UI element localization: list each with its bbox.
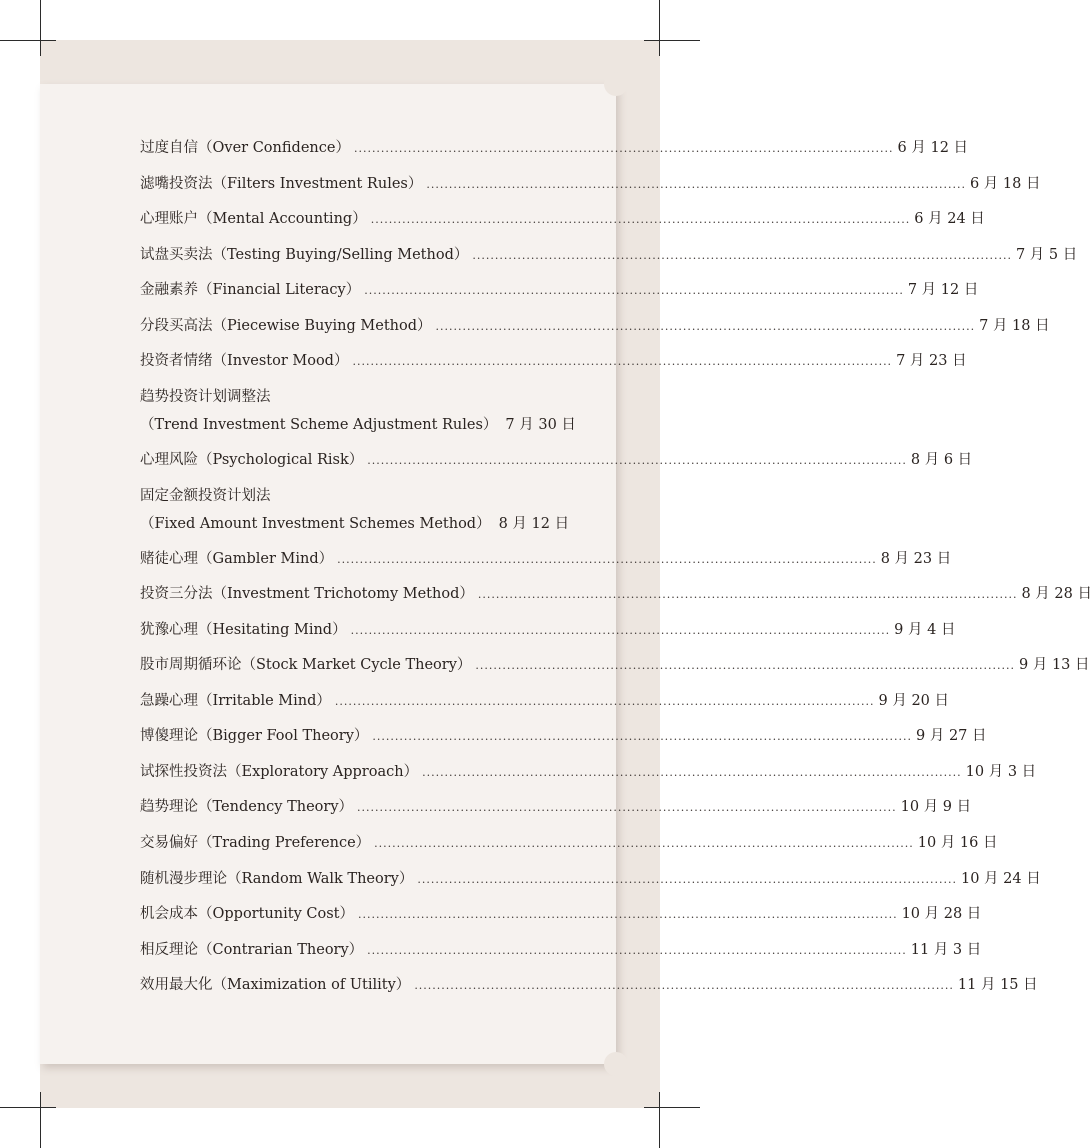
toc-entry-title: 投资三分法（Investment Trichotomy Method） [140, 586, 474, 602]
toc-entry [140, 584, 1092, 605]
toc-entry-line [140, 549, 952, 570]
toc-entry-date: 9 月 27 日 [916, 728, 987, 744]
toc-entry-date: 6 月 18 日 [969, 176, 1041, 192]
dot-leader: ........................................................................................................................ [422, 766, 962, 779]
dot-leader: ........................................................................................................................ [417, 873, 957, 886]
toc-entry-title: 滤嘴投资法（Filters Investment Rules） [140, 176, 423, 192]
dot-leader: ........................................................................................................................ [374, 837, 914, 850]
toc-entry-line [140, 245, 1078, 266]
toc-entry-date: 8 月 6 日 [910, 452, 973, 468]
toc-entry [140, 904, 982, 925]
crop-mark [659, 1092, 660, 1148]
toc-entry-line [140, 514, 570, 535]
dot-leader: ........................................................................................................................ [357, 908, 898, 921]
toc-entry-date: 11 月 15 日 [957, 977, 1038, 993]
dot-leader: ........................................................................................................................ [435, 320, 976, 333]
toc-entry [140, 655, 1090, 676]
toc-entry [140, 762, 1037, 783]
crop-mark [0, 40, 56, 41]
toc-entry-line [140, 869, 1041, 890]
toc-entry [140, 549, 952, 570]
toc-entry-title: 过度自信（Over Confidence） [140, 140, 350, 156]
toc-entry-date: 11 月 3 日 [910, 942, 982, 958]
toc-entry-date: 9 月 4 日 [894, 622, 956, 638]
toc-entry [140, 620, 956, 641]
toc-entry [140, 869, 1041, 890]
toc-entry [140, 975, 1038, 996]
toc-entry [140, 245, 1078, 266]
toc-entry-title: 试探性投资法（Exploratory Approach） [140, 764, 419, 780]
toc-entry-title: （Trend Investment Scheme Adjustment Rules） [140, 417, 498, 433]
toc-entry [140, 316, 1050, 337]
toc-entry-date: 10 月 3 日 [965, 764, 1037, 780]
toc-entry-heading: 趋势投资计划调整法 [140, 389, 271, 405]
toc-entry-title: 急躁心理（Irritable Mind） [140, 693, 331, 709]
toc-entry-title: 博傻理论（Bigger Fool Theory） [140, 728, 369, 744]
dot-leader: ........................................................................................................................ [367, 944, 907, 957]
dot-leader: ........................................................................................................................ [370, 213, 911, 226]
dot-leader: ........................................................................................................................ [472, 249, 1012, 262]
dot-leader: ........................................................................................................................ [477, 588, 1018, 601]
toc-entry-line [140, 620, 956, 641]
crop-mark [40, 1092, 41, 1148]
toc-entry-title: （Fixed Amount Investment Schemes Method） [140, 516, 491, 532]
card-notch [604, 72, 628, 96]
dot-leader: ........................................................................................................................ [357, 801, 897, 814]
dot-leader: ........................................................................................................................ [337, 553, 877, 566]
toc-entry-date: 6 月 24 日 [914, 211, 985, 227]
toc-entry [140, 351, 967, 372]
toc-entry-title: 金融素养（Financial Literacy） [140, 282, 361, 298]
card-notch [604, 1052, 628, 1076]
toc-entry-line [140, 975, 1038, 996]
dot-leader: ........................................................................................................................ [352, 355, 893, 368]
toc-entry-title: 交易偏好（Trading Preference） [140, 835, 371, 851]
toc-entry-line [140, 174, 1041, 195]
toc-entry-title: 趋势理论（Tendency Theory） [140, 799, 354, 815]
toc-entry-line [140, 691, 950, 712]
toc-entry-line [140, 316, 1050, 337]
toc-entry [140, 691, 950, 712]
toc-entry-line [140, 726, 987, 747]
toc-entry-line [140, 351, 967, 372]
toc-entry [140, 138, 969, 159]
toc-entry-title: 赌徒心理（Gambler Mind） [140, 551, 334, 567]
dot-leader: ........................................................................................................................ [367, 454, 907, 467]
toc-entry [140, 280, 979, 301]
crop-mark [40, 0, 41, 56]
dot-leader: ........................................................................................................................ [364, 284, 904, 297]
toc-entry-line [140, 833, 998, 854]
toc-entry-title: 机会成本（Opportunity Cost） [140, 906, 354, 922]
toc-entry-date: 7 月 12 日 [907, 282, 979, 298]
toc-entry-line [140, 904, 982, 925]
toc-entry-line [140, 415, 576, 436]
toc-entry-line [140, 209, 985, 230]
toc-entry-title: 分段买高法（Piecewise Buying Method） [140, 318, 432, 334]
toc-entry-title: 股市周期循环论（Stock Market Cycle Theory） [140, 657, 472, 673]
toc-entry [140, 486, 570, 535]
dot-leader: ........................................................................................................................ [426, 178, 966, 191]
toc-entry-title: 投资者情绪（Investor Mood） [140, 353, 349, 369]
toc-entry-title: 心理风险（Psychological Risk） [140, 452, 364, 468]
toc-entry [140, 450, 973, 471]
toc-entry-date: 8 月 23 日 [880, 551, 952, 567]
toc-entry-title: 相反理论（Contrarian Theory） [140, 942, 364, 958]
toc-entry-date: 9 月 20 日 [878, 693, 950, 709]
toc-entry-line [140, 940, 982, 961]
toc-entry-date: 10 月 28 日 [901, 906, 982, 922]
toc-entry-title: 犹豫心理（Hesitating Mind） [140, 622, 347, 638]
crop-mark [0, 1107, 56, 1108]
toc-entry-line [140, 762, 1037, 783]
toc-entry-date: 7 月 18 日 [979, 318, 1050, 334]
toc-entry-date: 7 月 23 日 [896, 353, 967, 369]
toc-entry-line [140, 655, 1090, 676]
toc-entry [140, 387, 576, 436]
toc-entry-heading: 固定金额投资计划法 [140, 488, 271, 504]
dot-leader: ........................................................................................................................ [353, 142, 894, 155]
toc-entry-title: 试盘买卖法（Testing Buying/Selling Method） [140, 247, 469, 263]
toc-entry [140, 833, 998, 854]
toc-entry [140, 174, 1041, 195]
dot-leader: ........................................................................................................................ [372, 730, 912, 743]
toc-entry-date: 10 月 9 日 [900, 799, 972, 815]
toc-entry [140, 797, 972, 818]
toc-entry-date: 9 月 13 日 [1019, 657, 1090, 673]
toc-entry-title: 随机漫步理论（Random Walk Theory） [140, 871, 414, 887]
toc-entry-title: 效用最大化（Maximization of Utility） [140, 977, 411, 993]
toc-entry-date: 8 月 12 日 [498, 516, 570, 532]
toc-entry-date: 7 月 5 日 [1015, 247, 1078, 263]
toc-entry [140, 209, 985, 230]
toc-entry [140, 726, 987, 747]
dot-leader: ........................................................................................................................ [475, 659, 1016, 672]
dot-leader: ........................................................................................................................ [334, 695, 875, 708]
toc-entry [140, 940, 982, 961]
toc-entry-date: 10 月 16 日 [917, 835, 998, 851]
toc-entry-line [140, 450, 973, 471]
dot-leader: ........................................................................................................................ [350, 624, 891, 637]
toc-entry-date: 8 月 28 日 [1021, 586, 1092, 602]
toc-entry-date: 10 月 24 日 [960, 871, 1041, 887]
crop-mark [644, 40, 700, 41]
toc-entry-line [140, 584, 1092, 605]
toc-entry-title: 心理账户（Mental Accounting） [140, 211, 367, 227]
toc-entry-date: 6 月 12 日 [897, 140, 969, 156]
toc-entry-line [140, 797, 972, 818]
toc-entry-date: 7 月 30 日 [505, 417, 576, 433]
crop-mark [644, 1107, 700, 1108]
toc-entry-line [140, 280, 979, 301]
dot-leader: ........................................................................................................................ [414, 979, 954, 992]
crop-mark [659, 0, 660, 56]
toc-entry-line [140, 138, 969, 159]
